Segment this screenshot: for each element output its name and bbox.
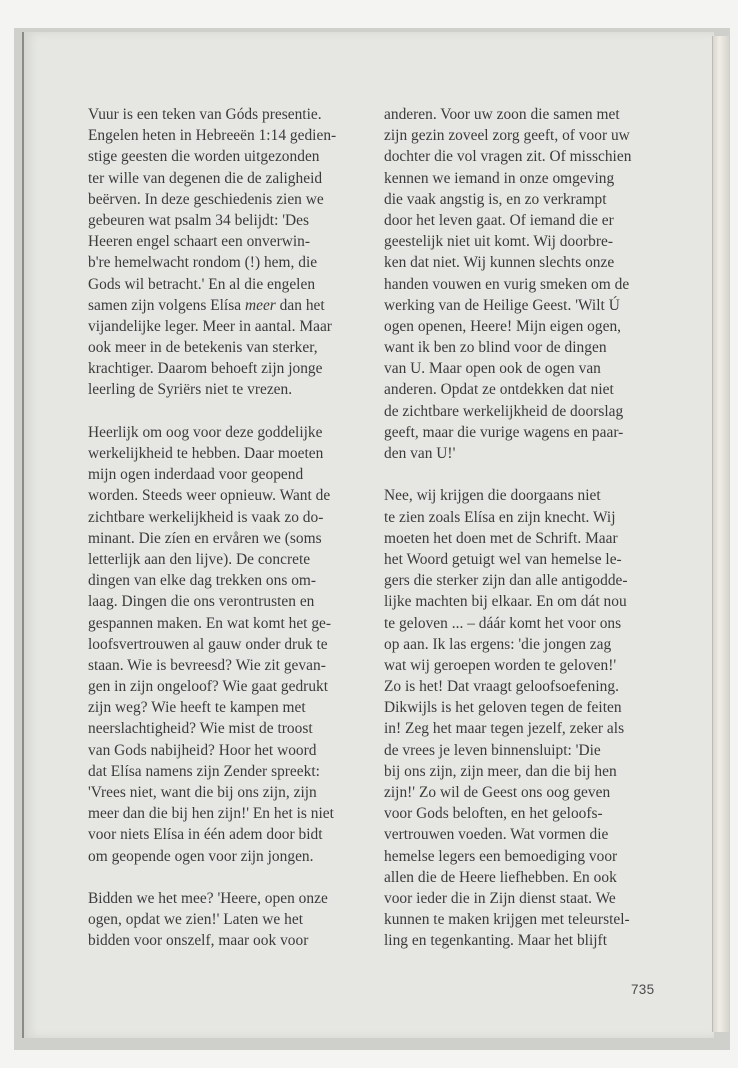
text-line: wat wij geroepen worden te geloven!' — [384, 656, 617, 674]
text-line: Nee, wij krijgen die doorgaans niet — [384, 487, 601, 505]
text-line: anderen. Voor uw zoon die samen met — [384, 106, 620, 123]
text-line: ter wille van degenen die de zaligheid — [88, 169, 323, 187]
page-edge — [712, 36, 729, 1032]
text-line: hemelse legers een bemoediging voor — [384, 847, 618, 865]
text-line: stige geesten die worden uitgezonden — [88, 148, 320, 166]
text-line: gespannen maken. En wat komt het ge- — [88, 614, 332, 632]
text-line: beërven. In deze geschiedenis zien we — [88, 190, 324, 208]
text-line: vertrouwen voeden. Wat vormen die — [384, 826, 609, 844]
text-line: vijandelijke leger. Meer in aantal. Maar — [88, 317, 332, 335]
text-line: te geloven ... – dáár komt het voor ons — [384, 614, 622, 632]
text-line: meer dan die bij hen zijn!' En het is niet — [88, 805, 334, 823]
text-line: 'Vrees niet, want die bij ons zijn, zijn — [88, 784, 317, 801]
text-line: Gods wil betracht.' En al die engelen — [88, 275, 316, 293]
text-line: lijke machten bij elkaar. En om dát nou — [384, 593, 627, 611]
text-line: voor niets Elísa in één adem door bidt — [88, 826, 323, 844]
text-line: zichtbare werkelijkheid is vaak zo do- — [88, 508, 324, 526]
text-line: ling en tegenkanting. Maar het blijft — [384, 932, 607, 950]
text-line: op aan. Ik las ergens: 'die jongen zag — [384, 635, 612, 653]
text-line: van U. Maar open ook de ogen van — [384, 360, 601, 378]
text-line: neerslachtigheid? Wie mist de troost — [88, 720, 313, 738]
text-line: zijn!' Zo wil de Geest ons oog geven — [384, 784, 611, 801]
text-line: anderen. Opdat ze ontdekken dat niet — [384, 381, 614, 399]
text-line: Heerlijk om oog voor deze goddelijke — [88, 423, 323, 441]
text-line: Bidden we het mee? 'Heere, open onze — [88, 889, 328, 907]
text-line: geeft, maar die vurige wagens en paar- — [384, 423, 624, 441]
text-line: werking van de Heilige Geest. 'Wilt Ú — [384, 296, 620, 314]
text-line: voor Gods beloften, en het geloofs- — [384, 805, 603, 823]
text-line: te zien zoals Elísa en zijn knecht. Wij — [384, 508, 616, 526]
text-line: moeten het doen met de Schrift. Maar — [384, 529, 618, 547]
text-line: den van U!' — [384, 445, 456, 462]
text-line: die vaak angstig is, en zo verkrampt — [384, 190, 607, 208]
text-line: werkelijkheid te hebben. Daar moeten — [88, 445, 324, 462]
text-line: staan. Wie is bevreesd? Wie zit gevan- — [88, 656, 326, 674]
text-line: bidden voor onszelf, maar ook voor — [88, 932, 309, 950]
page-number: 735 — [631, 982, 655, 997]
text-line: Dikwijls is het geloven tegen de feiten — [384, 699, 622, 717]
text-line: ogen openen, Heere! Mijn eigen ogen, — [384, 317, 622, 335]
text-line: dochter die vol vragen zit. Of misschien — [384, 148, 632, 166]
text-line: zijn gezin zoveel zorg geeft, of voor uw — [384, 127, 630, 145]
text-line: in! Zeg het maar tegen jezelf, zeker als — [384, 720, 625, 738]
paragraph-gap — [384, 464, 676, 485]
text-line: laag. Dingen die ons verontrusten en — [88, 593, 315, 611]
text-line: kennen we iemand in onze omgeving — [384, 169, 615, 187]
text-line: handen vouwen en vurig smeken om de — [384, 275, 630, 293]
text-line: de zichtbare werkelijkheid de doorslag — [384, 402, 624, 420]
text-line: gers die sterker zijn dan alle antigodde- — [384, 572, 628, 590]
text-line: de vrees je leven binnensluipt: 'Die — [384, 741, 601, 759]
text-line: loofsvertrouwen al gauw onder druk te — [88, 635, 328, 653]
text-line: geestelijk niet uit komt. Wij doorbre- — [384, 233, 613, 251]
text-line: Vuur is een teken van Góds presentie. — [88, 106, 322, 123]
text-line: minant. Die zíen en ervåren we (soms — [88, 529, 322, 547]
left-column — [88, 104, 380, 952]
text-line: het Woord getuigt wel van hemelse le- — [384, 550, 622, 568]
text-line: ook meer in de betekenis van sterker, — [88, 339, 318, 357]
text-line: dat Elísa namens zijn Zender spreekt: — [88, 762, 320, 780]
text-line: mijn ogen inderdaad voor geopend — [88, 466, 304, 484]
right-column — [384, 104, 676, 952]
text-line: voor ieder die in Zijn dienst staat. We — [384, 889, 616, 907]
text-line: ken dat niet. Wij kunnen slechts onze — [384, 254, 615, 272]
text-line: allen die de Heere liefhebben. En ook — [384, 868, 617, 886]
text-line: worden. Steeds weer opnieuw. Want de — [88, 487, 331, 505]
text-line: want ik ben zo blind voor de dingen — [384, 339, 607, 357]
text-line: zijn weg? Wie heeft te kampen met — [88, 699, 306, 717]
text-line: Engelen heten in Hebreeën 1:14 gedien- — [88, 127, 337, 145]
text-line: gen in zijn ongeloof? Wie gaat gedrukt — [88, 678, 329, 696]
text-line: krachtiger. Daarom behoeft zijn jonge — [88, 360, 323, 378]
text-line: bij ons zijn, zijn meer, dan die bij hen — [384, 762, 617, 780]
text-line: Zo is het! Dat vraagt geloofsoefening. — [384, 678, 619, 696]
text-line: van Gods nabijheid? Hoor het woord — [88, 741, 317, 759]
text-line: samen zijn volgens Elísa meer dan het — [88, 296, 325, 314]
text-line: kunnen te maken krijgen met teleurstel- — [384, 911, 630, 929]
paragraph-gap — [88, 867, 380, 888]
text-line: ogen, opdat we zien!' Laten we het — [88, 911, 303, 929]
text-line: om geopende ogen voor zijn jongen. — [88, 847, 314, 865]
text-line: Heeren engel schaart een onverwin- — [88, 233, 311, 251]
text-line: dingen van elke dag trekken ons om- — [88, 572, 317, 590]
text-line: letterlijk aan den lijve). De concrete — [88, 550, 311, 568]
text-line: gebeuren wat psalm 34 belijdt: 'Des — [88, 211, 310, 229]
text-line: door het leven gaat. Of iemand die er — [384, 211, 614, 229]
text-line: b're hemelwacht rondom (!) hem, die — [88, 254, 318, 272]
text-line: leerling de Syriërs niet te vrezen. — [88, 381, 293, 399]
paragraph-gap — [88, 401, 380, 422]
